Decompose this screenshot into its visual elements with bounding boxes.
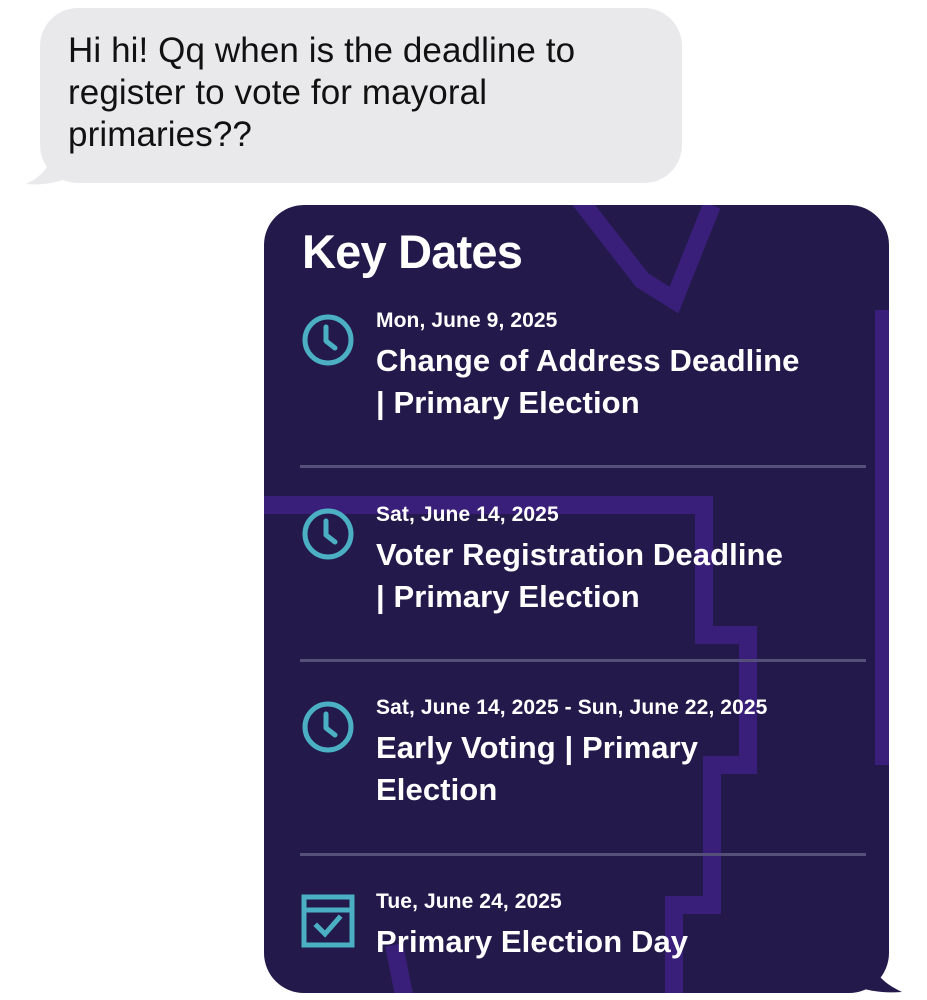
- incoming-message-text: Hi hi! Qq when is the deadline to register to vote for mayoral primaries??: [68, 31, 576, 154]
- event-title: Early Voting | Primary Election: [376, 730, 699, 807]
- event-title: Primary Election Day: [376, 924, 689, 959]
- event-date: Sat, June 14, 2025: [376, 503, 559, 526]
- divider: [300, 853, 866, 856]
- clock-icon: [300, 699, 356, 755]
- event-title: Change of Address Deadline | Primary Election: [376, 343, 800, 420]
- event-date: Mon, June 9, 2025: [376, 309, 558, 332]
- event-date: Sat, June 14, 2025 - Sun, June 22, 2025: [376, 696, 768, 719]
- event-date: Tue, June 24, 2025: [376, 890, 562, 913]
- divider: [300, 659, 866, 662]
- clock-icon: [300, 506, 356, 562]
- key-dates-image[interactable]: [264, 205, 889, 993]
- calendar-check-icon: [300, 893, 356, 949]
- incoming-message-bubble[interactable]: [40, 8, 682, 183]
- divider: [300, 465, 866, 468]
- event-title: Voter Registration Deadline | Primary Election: [376, 537, 783, 614]
- clock-icon: [300, 312, 356, 368]
- card-title: Key Dates: [302, 225, 523, 278]
